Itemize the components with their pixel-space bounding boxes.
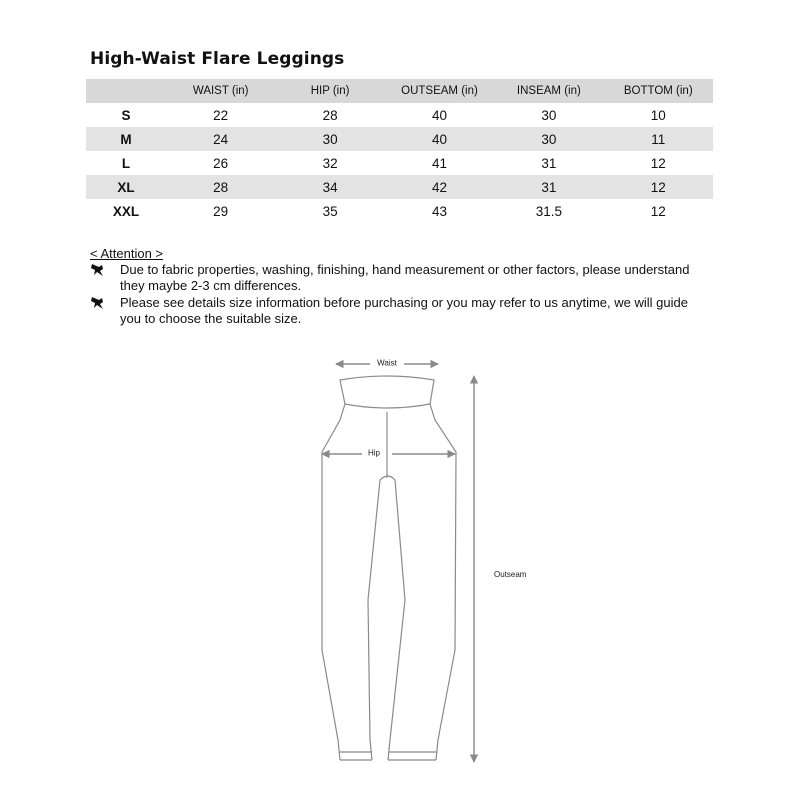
attention-note-text: Due to fabric properties, washing, finishing, hand measurement or other factors, please understand they maybe 2-3 cm differences. bbox=[120, 262, 690, 293]
leggings-outline bbox=[322, 376, 456, 760]
pushpin-icon bbox=[90, 262, 106, 278]
size-label: L bbox=[121, 155, 131, 171]
inseam-value: 30 bbox=[494, 127, 603, 151]
leggings-measurement-diagram bbox=[300, 350, 540, 790]
header-size bbox=[86, 79, 166, 103]
waist-value: 26 bbox=[213, 155, 229, 171]
hip-label: Hip bbox=[367, 448, 381, 458]
outseam-value: 42 bbox=[385, 175, 494, 199]
hip-value: 35 bbox=[322, 203, 338, 219]
header-outseam: OUTSEAM (in) bbox=[385, 79, 494, 103]
outseam-value: 41 bbox=[431, 155, 447, 171]
size-label: M bbox=[86, 127, 166, 151]
bottom-value: 12 bbox=[650, 203, 666, 219]
size-label: S bbox=[121, 107, 131, 123]
hip-value: 32 bbox=[322, 155, 338, 171]
outseam-label: Outseam bbox=[494, 570, 527, 579]
table-header-row bbox=[86, 79, 713, 103]
inseam-value: 31.5 bbox=[535, 203, 562, 219]
waist-value: 29 bbox=[213, 203, 229, 219]
bottom-value: 11 bbox=[604, 127, 713, 151]
bottom-value: 12 bbox=[650, 155, 666, 171]
attention-note bbox=[90, 295, 710, 327]
outseam-value: 43 bbox=[431, 203, 447, 219]
page-title: High-Waist Flare Leggings bbox=[90, 49, 345, 69]
hip-value: 28 bbox=[322, 107, 338, 123]
waist-value: 22 bbox=[213, 107, 229, 123]
outseam-value: 40 bbox=[431, 107, 447, 123]
waist-value: 24 bbox=[166, 127, 275, 151]
table-row bbox=[86, 103, 713, 127]
table-row bbox=[86, 127, 713, 151]
header-inseam: INSEAM (in) bbox=[494, 79, 603, 103]
pushpin-icon bbox=[90, 295, 106, 311]
outseam-value: 40 bbox=[385, 127, 494, 151]
header-bottom: BOTTOM (in) bbox=[604, 79, 713, 103]
header-waist: WAIST (in) bbox=[166, 79, 275, 103]
size-label: XXL bbox=[112, 203, 140, 219]
table-row bbox=[86, 199, 713, 223]
table-row bbox=[86, 175, 713, 199]
hip-value: 30 bbox=[275, 127, 384, 151]
attention-section bbox=[90, 246, 710, 328]
size-chart-table bbox=[86, 79, 713, 223]
waist-label: Waist bbox=[377, 358, 397, 368]
size-label: XL bbox=[86, 175, 166, 199]
inseam-value: 31 bbox=[494, 175, 603, 199]
attention-heading: < Attention > bbox=[90, 246, 164, 261]
inseam-value: 31 bbox=[541, 155, 557, 171]
waist-value: 28 bbox=[166, 175, 275, 199]
attention-note bbox=[90, 262, 710, 294]
bottom-value: 10 bbox=[650, 107, 666, 123]
hip-value: 34 bbox=[275, 175, 384, 199]
header-hip: HIP (in) bbox=[275, 79, 384, 103]
attention-note-text: Please see details size information before purchasing or you may refer to us anytime, we will guide you to choose the suitable size. bbox=[120, 295, 688, 326]
bottom-value: 12 bbox=[604, 175, 713, 199]
table-row bbox=[86, 151, 713, 175]
inseam-value: 30 bbox=[541, 107, 557, 123]
